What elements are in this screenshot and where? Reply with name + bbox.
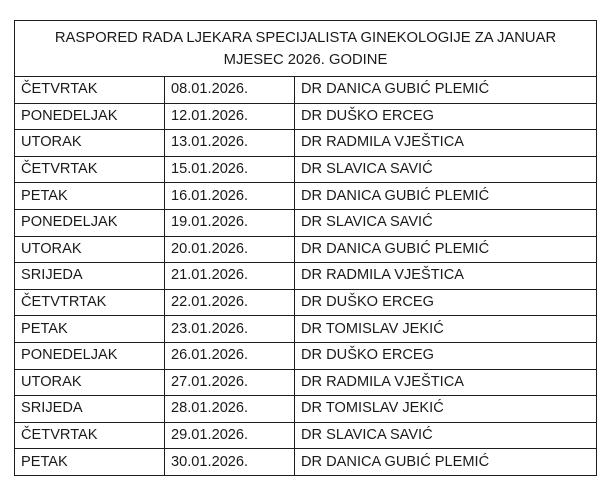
day-cell: ČETVRTAK [15,422,165,449]
doctor-cell: DR DUŠKO ERCEG [295,289,597,316]
day-cell: PONEDELJAK [15,103,165,130]
date-cell: 28.01.2026. [165,396,295,423]
date-cell: 15.01.2026. [165,156,295,183]
day-cell: SRIJEDA [15,396,165,423]
day-cell: ČETVTRTAK [15,289,165,316]
doctor-cell: DR SLAVICA SAVIĆ [295,209,597,236]
doctor-cell: DR DANICA GUBIĆ PLEMIĆ [295,183,597,210]
doctor-cell: DR DANICA GUBIĆ PLEMIĆ [295,236,597,263]
doctor-cell: DR DANICA GUBIĆ PLEMIĆ [295,77,597,104]
table-row [15,183,597,210]
table-row [15,396,597,423]
table-row [15,449,597,476]
table-row [15,130,597,157]
doctor-cell: DR TOMISLAV JEKIĆ [295,316,597,343]
day-cell: PETAK [15,449,165,476]
doctor-cell: DR DUŠKO ERCEG [295,342,597,369]
table-title [15,21,597,77]
date-cell: 12.01.2026. [165,103,295,130]
table-row [15,263,597,290]
doctor-cell: DR RADMILA VJEŠTICA [295,130,597,157]
date-cell: 23.01.2026. [165,316,295,343]
table-row [15,316,597,343]
day-cell: UTORAK [15,130,165,157]
date-cell: 19.01.2026. [165,209,295,236]
doctor-cell: DR SLAVICA SAVIĆ [295,422,597,449]
doctor-cell: DR DANICA GUBIĆ PLEMIĆ [295,449,597,476]
doctor-cell: DR SLAVICA SAVIĆ [295,156,597,183]
day-cell: SRIJEDA [15,263,165,290]
table-row [15,77,597,104]
date-cell: 27.01.2026. [165,369,295,396]
title-line-1: RASPORED RADA LJEKARA SPECIJALISTA GINEKOLOGIJE ZA JANUAR [54,30,557,46]
doctor-cell: DR DUŠKO ERCEG [295,103,597,130]
day-cell: ČETVRTAK [15,156,165,183]
title-row [15,21,597,77]
title-line-2: MJESEC 2026. GODINE [223,52,388,68]
schedule-document [14,20,596,476]
table-row [15,289,597,316]
date-cell: 22.01.2026. [165,289,295,316]
day-cell: UTORAK [15,236,165,263]
day-cell: ČETVRTAK [15,77,165,104]
date-cell: 13.01.2026. [165,130,295,157]
date-cell: 08.01.2026. [165,77,295,104]
table-row [15,422,597,449]
date-cell: 21.01.2026. [165,263,295,290]
table-row [15,342,597,369]
schedule-table [14,20,597,476]
date-cell: 16.01.2026. [165,183,295,210]
day-cell: PETAK [15,316,165,343]
day-cell: PONEDELJAK [15,209,165,236]
day-cell: UTORAK [15,369,165,396]
table-row [15,103,597,130]
table-row [15,156,597,183]
table-row [15,209,597,236]
doctor-cell: DR TOMISLAV JEKIĆ [295,396,597,423]
day-cell: PONEDELJAK [15,342,165,369]
date-cell: 26.01.2026. [165,342,295,369]
date-cell: 30.01.2026. [165,449,295,476]
day-cell: PETAK [15,183,165,210]
date-cell: 20.01.2026. [165,236,295,263]
table-row [15,369,597,396]
doctor-cell: DR RADMILA VJEŠTICA [295,263,597,290]
table-row [15,236,597,263]
doctor-cell: DR RADMILA VJEŠTICA [295,369,597,396]
date-cell: 29.01.2026. [165,422,295,449]
